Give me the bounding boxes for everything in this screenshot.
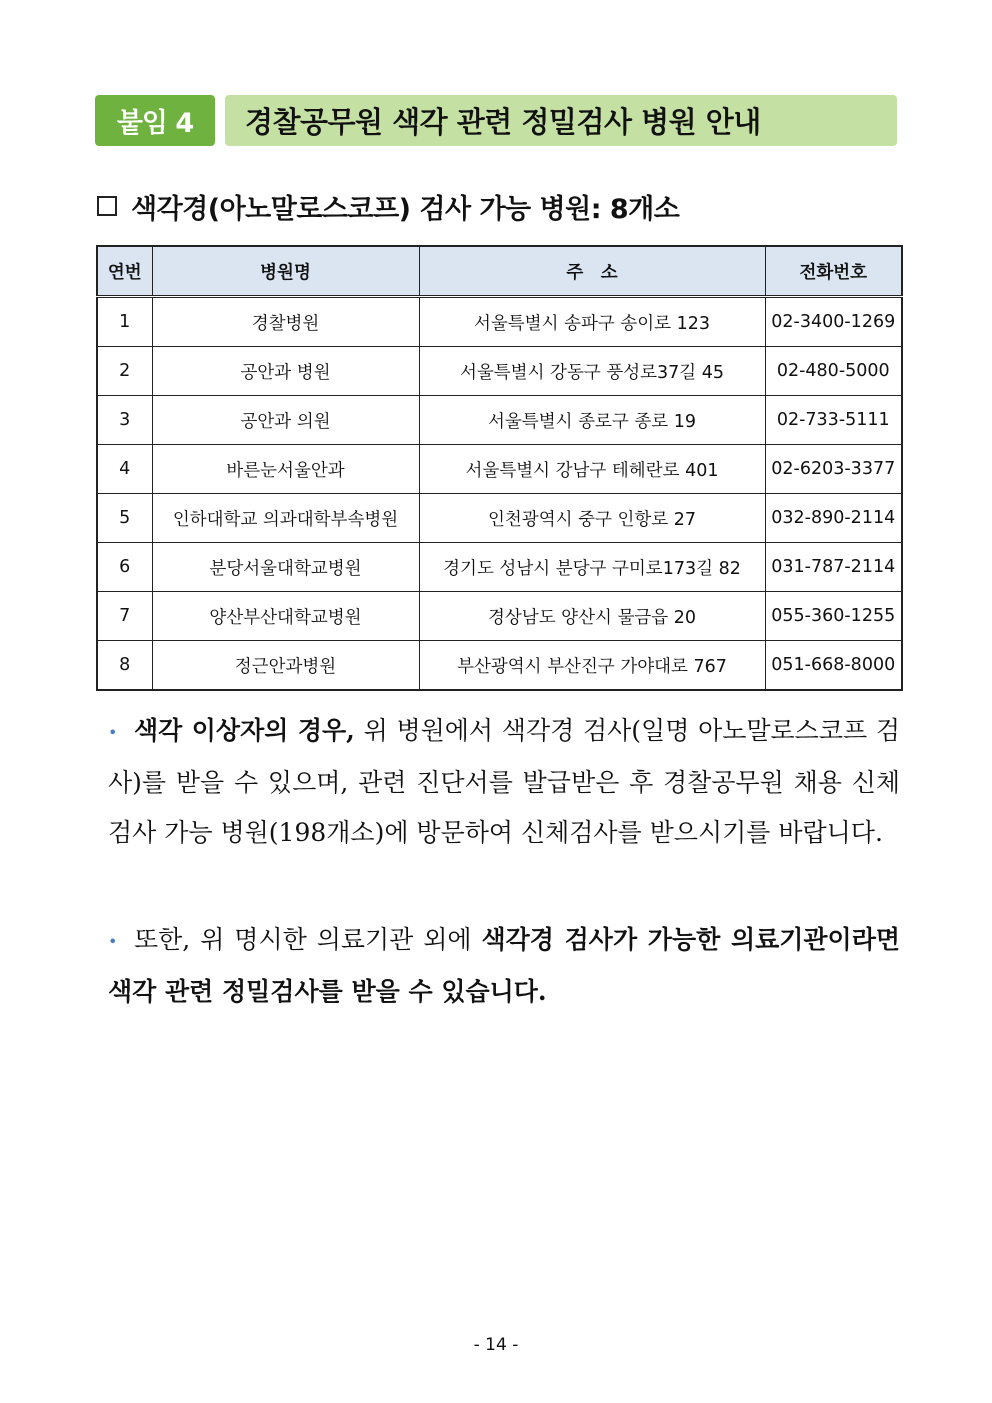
col-header-hospital: 병원명: [152, 246, 419, 297]
hospital-address: 서울특별시 종로구 종로 19: [419, 396, 765, 445]
table-row: [97, 445, 902, 494]
hospital-address: 서울특별시 송파구 송이로 123: [419, 297, 765, 347]
note-paragraph-2: [108, 915, 900, 1017]
hospital-name: 공안과 의원: [152, 396, 419, 445]
row-number: 6: [97, 543, 152, 592]
hospital-address: 경상남도 양산시 물금읍 20: [419, 592, 765, 641]
hospital-name: 경찰병원: [152, 297, 419, 347]
bullet-icon: •: [108, 931, 118, 951]
bullet-icon: •: [108, 722, 118, 742]
row-number: 5: [97, 494, 152, 543]
hospital-phone: 02-480-5000: [765, 347, 902, 396]
note2-text: 또한, 위 명시한 의료기관 외에: [134, 925, 482, 954]
hospital-name: 공안과 병원: [152, 347, 419, 396]
hospital-phone: 031-787-2114: [765, 543, 902, 592]
row-number: 3: [97, 396, 152, 445]
col-header-address: 주 소: [419, 246, 765, 297]
hospital-address: 서울특별시 강남구 테헤란로 401: [419, 445, 765, 494]
hospital-table: [96, 245, 903, 691]
hospital-phone: 055-360-1255: [765, 592, 902, 641]
page-title: 경찰공무원 색각 관련 정밀검사 병원 안내: [225, 95, 897, 146]
hospital-phone: 051-668-8000: [765, 641, 902, 691]
hospital-name: 인하대학교 의과대학부속병원: [152, 494, 419, 543]
table-row: [97, 494, 902, 543]
table-row: [97, 543, 902, 592]
hospital-address: 인천광역시 중구 인항로 27: [419, 494, 765, 543]
table-row: [97, 592, 902, 641]
table-header-row: [97, 246, 902, 297]
table-row: [97, 297, 902, 347]
checkbox-icon: [97, 196, 117, 216]
row-number: 1: [97, 297, 152, 347]
section-heading: [97, 186, 679, 226]
hospital-phone: 02-3400-1269: [765, 297, 902, 347]
hospital-name: 정근안과병원: [152, 641, 419, 691]
table-row: [97, 641, 902, 691]
hospital-phone: 02-6203-3377: [765, 445, 902, 494]
hospital-name: 바른눈서울안과: [152, 445, 419, 494]
table-row: [97, 347, 902, 396]
hospital-phone: 02-733-5111: [765, 396, 902, 445]
col-header-number: 연번: [97, 246, 152, 297]
hospital-phone: 032-890-2114: [765, 494, 902, 543]
page-number: - 14 -: [473, 1335, 519, 1355]
attachment-badge: 붙임 4: [95, 95, 215, 146]
section-heading-text: 색각경(아노말로스코프) 검사 가능 병원: 8개소: [131, 193, 680, 225]
col-header-phone: 전화번호: [765, 246, 902, 297]
note1-bold: 색각 이상자의 경우,: [134, 716, 355, 745]
table-row: [97, 396, 902, 445]
row-number: 7: [97, 592, 152, 641]
note1-text: 위 병원에서 색각경 검사(일명 아노말로스코프 검사)를 받을 수 있으며, 관련 진단서를 발급받은 후 경찰공무원 채용 신체검사 가능 병원(198개소)에 방문하여 신체검사를 받으시기를 바랍니다.: [108, 716, 900, 847]
hospital-address: 서울특별시 강동구 풍성로37길 45: [419, 347, 765, 396]
row-number: 2: [97, 347, 152, 396]
hospital-name: 분당서울대학교병원: [152, 543, 419, 592]
hospital-address: 경기도 성남시 분당구 구미로173길 82: [419, 543, 765, 592]
note2-bold: 색각경 검사가 가능한 의료기관이라면 색각 관련 정밀검사를 받을 수 있습니다.: [108, 925, 900, 1006]
hospital-name: 양산부산대학교병원: [152, 592, 419, 641]
row-number: 4: [97, 445, 152, 494]
note-paragraph-1: [108, 706, 900, 858]
row-number: 8: [97, 641, 152, 691]
hospital-address: 부산광역시 부산진구 가야대로 767: [419, 641, 765, 691]
